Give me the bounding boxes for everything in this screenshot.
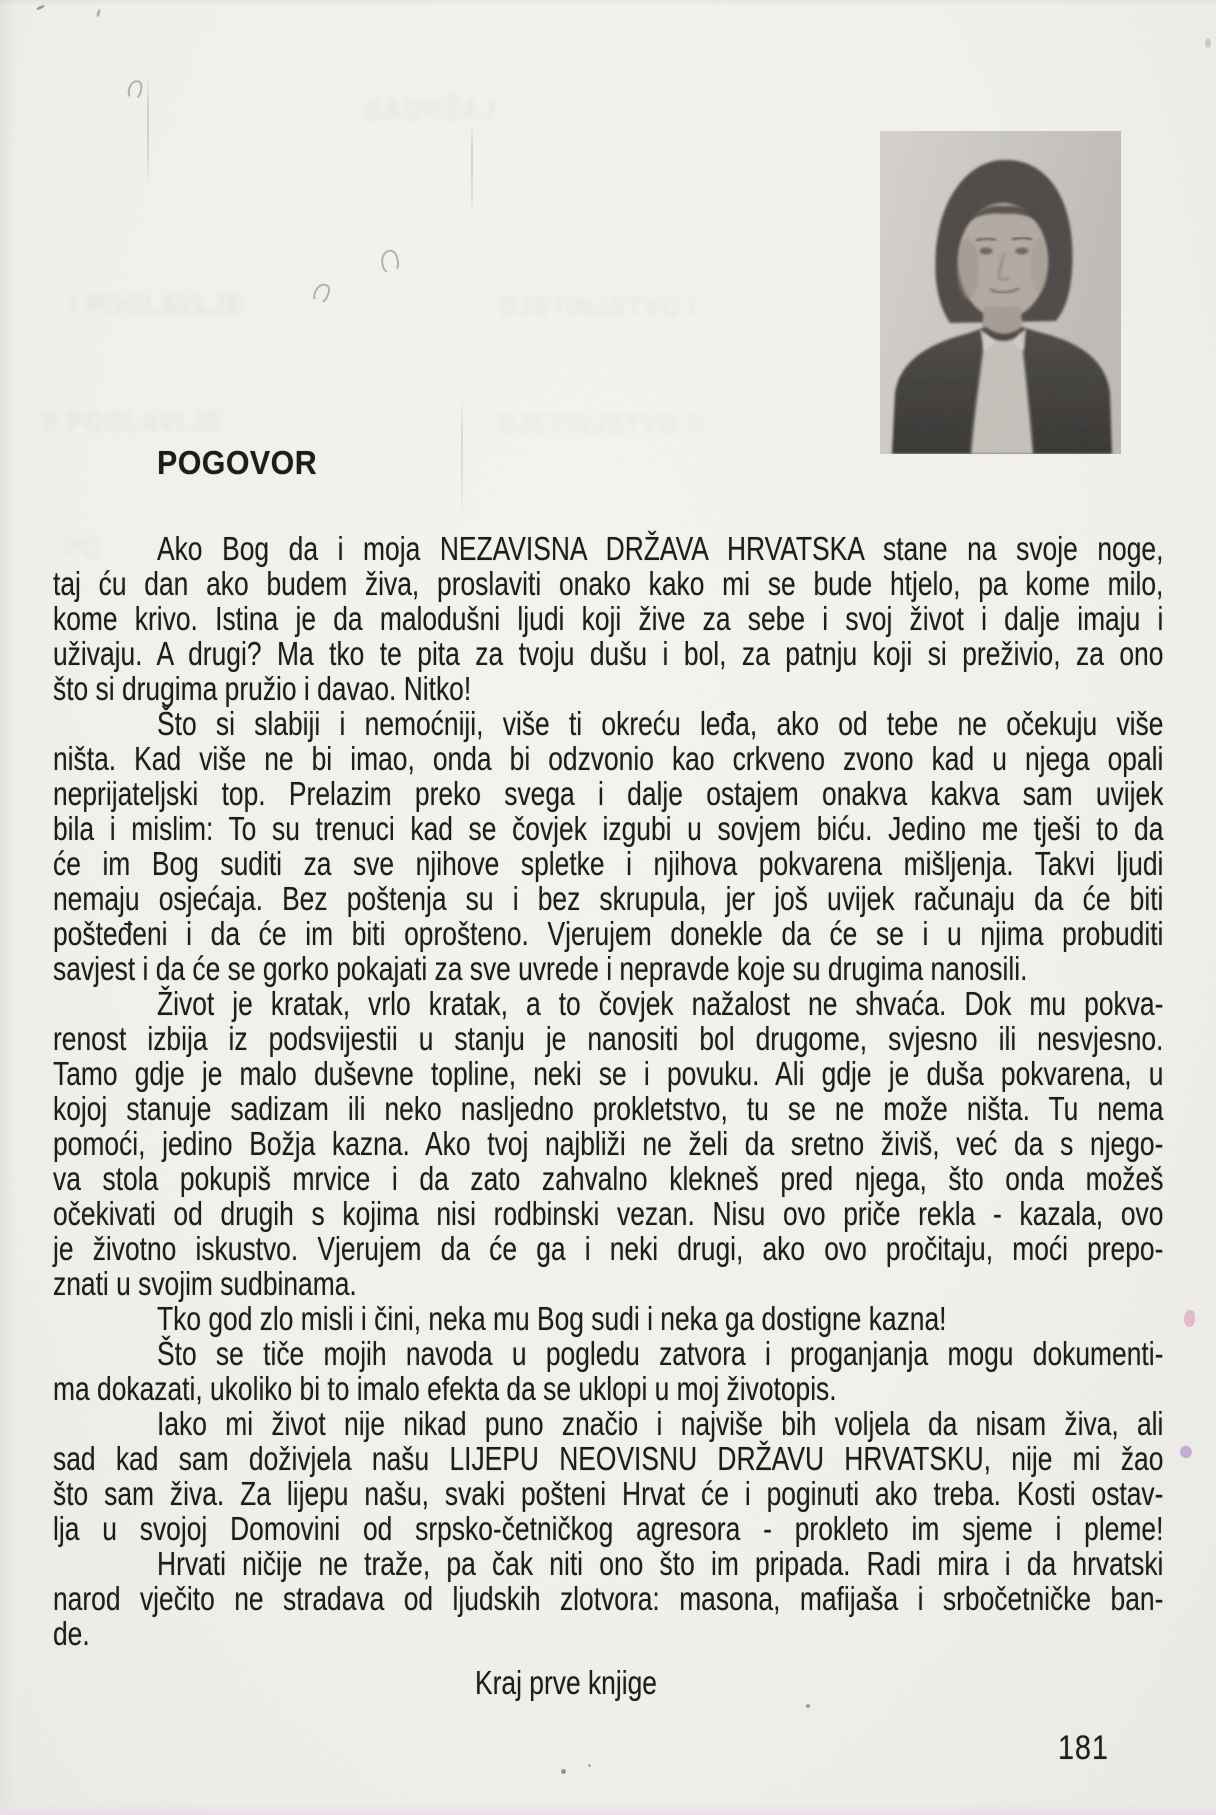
body-text-line: ništa. Kad više ne bi imao, onda bi odzvonio kao crkveno zvono kad u njega opali [53, 740, 1164, 777]
scan-mark-purple [1178, 1444, 1194, 1460]
page-left-edge-shadow [0, 0, 16, 1815]
body-text-line: kome krivo. Istina je da malodušni ljudi koji žive za sebe i svoj život i dalje imaju i [53, 600, 1164, 637]
body-text-line: Tamo gdje je malo duševne topline, neki se i povuku. Ali gdje je duša pokvarena, u [53, 1055, 1164, 1092]
body-text-line: Hrvati ničije ne traže, pa čak niti ono što im pripada. Radi mira i da hrvatski [157, 1545, 1164, 1582]
scan-speck [1205, 38, 1211, 48]
body-text-line: Što se tiče mojih navoda u pogledu zatvora i proganjanja mogu dokumenti- [157, 1335, 1164, 1372]
scan-speck [806, 1704, 810, 1708]
scan-scratch [471, 120, 473, 215]
bleedthrough-text: SADRŽAJ [365, 94, 498, 127]
body-text-line: pošteđeni i da će im biti oprošteno. Vjerujem donekle da će se i u njima probuditi [53, 915, 1164, 952]
portrait-photo [880, 131, 1121, 454]
body-text-line: ma dokazati, ukoliko bi to imalo efekta da se uklopi u moj životopis. [53, 1370, 837, 1407]
body-text-line: kojoj stanuje sadizam ili neko nasljedno prokletstvo, tu se ne može ništa. Tu nema [53, 1090, 1164, 1127]
scan-mark-pink [1184, 1310, 1195, 1327]
body-text-line: nemaju osjećaja. Bez poštenja su i bez skrupula, jer još uvijek računaju da će biti [53, 880, 1164, 917]
page-number: 181 [1058, 1729, 1109, 1767]
body-text-line: renost izbija iz podsvijestii u stanju je nanositi bol drugome, svjesno ili nesvjesno. [53, 1020, 1164, 1057]
body-text-line: uživaju. A drugi? Ma tko te pita za tvoju dušu i bol, za patnju koji si preživio, za ono [53, 635, 1164, 672]
scan-speck [96, 9, 101, 18]
scan-scribble [126, 79, 143, 101]
body-text-line: Tko god zlo misli i čini, neka mu Bog sudi i neka ga dostigne kazna! [157, 1300, 947, 1337]
body-text-line: va stola pokupiš mrvice i da zato zahvalno klekneš pred njega, što onda možeš [53, 1160, 1164, 1197]
scan-bottom-edge-tint [0, 1803, 1216, 1815]
scan-scratch [461, 398, 463, 516]
body-text-line: neprijateljski top. Prelazim preko svega i dalje ostajem onakva kakva sam uvijek [53, 775, 1164, 812]
body-text-line: je životno iskustvo. Vjerujem da će ga i neki drugi, ako ovo pročitaju, moći prepo- [53, 1230, 1164, 1267]
closing-line: Kraj prve knjige [475, 1664, 657, 1701]
body-text-line: lja u svojoj Domovini od srpsko-četničkog agresora - prokleto im sjeme i pleme! [53, 1510, 1164, 1547]
body-text-line: znati u svojim sudbinama. [53, 1265, 357, 1302]
body-text [53, 531, 1163, 1651]
body-text-line: Što si slabiji i nemoćniji, više ti okreću leđa, ako od tebe ne očekuju više [157, 705, 1164, 742]
scan-scribble [378, 248, 402, 276]
body-text-line: taj ću dan ako budem živa, proslaviti onako kako mi se bude htjelo, pa kome milo, [53, 565, 1164, 602]
scan-scribble [311, 281, 332, 306]
body-text-line: Iako mi život nije nikad puno značio i najviše bih voljela da nisam živa, ali [157, 1405, 1164, 1442]
body-text-line: de. [53, 1615, 90, 1652]
body-text-line: očekivati od drugih s kojima nisi rodbinski vezan. Nisu ovo priče rekla - kazala, ovo [53, 1195, 1164, 1232]
body-text-line: bila i mislim: To su trenuci kad se čovjek izgubi u sovjem biću. Jedino me tješi to da [53, 810, 1164, 847]
body-text-line: što sam živa. Za lijepu našu, svaki pošteni Hrvat će i poginuti ako treba. Kosti ostav- [53, 1475, 1164, 1512]
portrait-photo-image [880, 131, 1121, 454]
body-text-line: Život je kratak, vrlo kratak, a to čovjek nažalost ne shvaća. Dok mu pokva- [157, 985, 1164, 1022]
body-text-line: će im Bog suditi za sve njihove spletke i njihova pokvarena mišljenja. Takvi ljudi [53, 845, 1164, 882]
body-text-line: pomoći, jedino Božja kazna. Ako tvoj najbliži ne želi da sretno živiš, već da s njego- [53, 1125, 1164, 1162]
body-text-line: narod vječito ne stradava od ljudskih zlotvora: masona, mafijaša i srbočetničke ban- [53, 1580, 1164, 1617]
page-title: POGOVOR [157, 444, 318, 481]
bleedthrough-text: DJETINJSTVO II [498, 408, 705, 439]
scan-speck [588, 1764, 591, 1767]
scan-speck [561, 1769, 566, 1774]
bleedthrough-text: DJETINJSTVO I [500, 291, 698, 322]
scan-speck [151, 1468, 154, 1471]
body-text-line: što si drugima pružio i davao. Nitko! [53, 670, 472, 707]
page-top-edge-shadow [0, 0, 1216, 6]
bleedthrough-text: II POGLAVLJE [42, 406, 225, 437]
scan-scratch [147, 75, 149, 185]
bleedthrough-text: I POGLAVLJE [70, 289, 245, 320]
body-text-line: sad kad sam doživjela našu LIJEPU NEOVISNU DRŽAVU HRVATSKU, nije mi žao [53, 1440, 1164, 1477]
body-text-line: Ako Bog da i moja NEZAVISNA DRŽAVA HRVATSKA stane na svoje noge, [157, 530, 1164, 567]
bleedthrough-text: PO [64, 532, 102, 563]
body-text-line: savjest i da će se gorko pokajati za sve uvrede i nepravde koje su drugima nanosili. [53, 950, 1028, 987]
